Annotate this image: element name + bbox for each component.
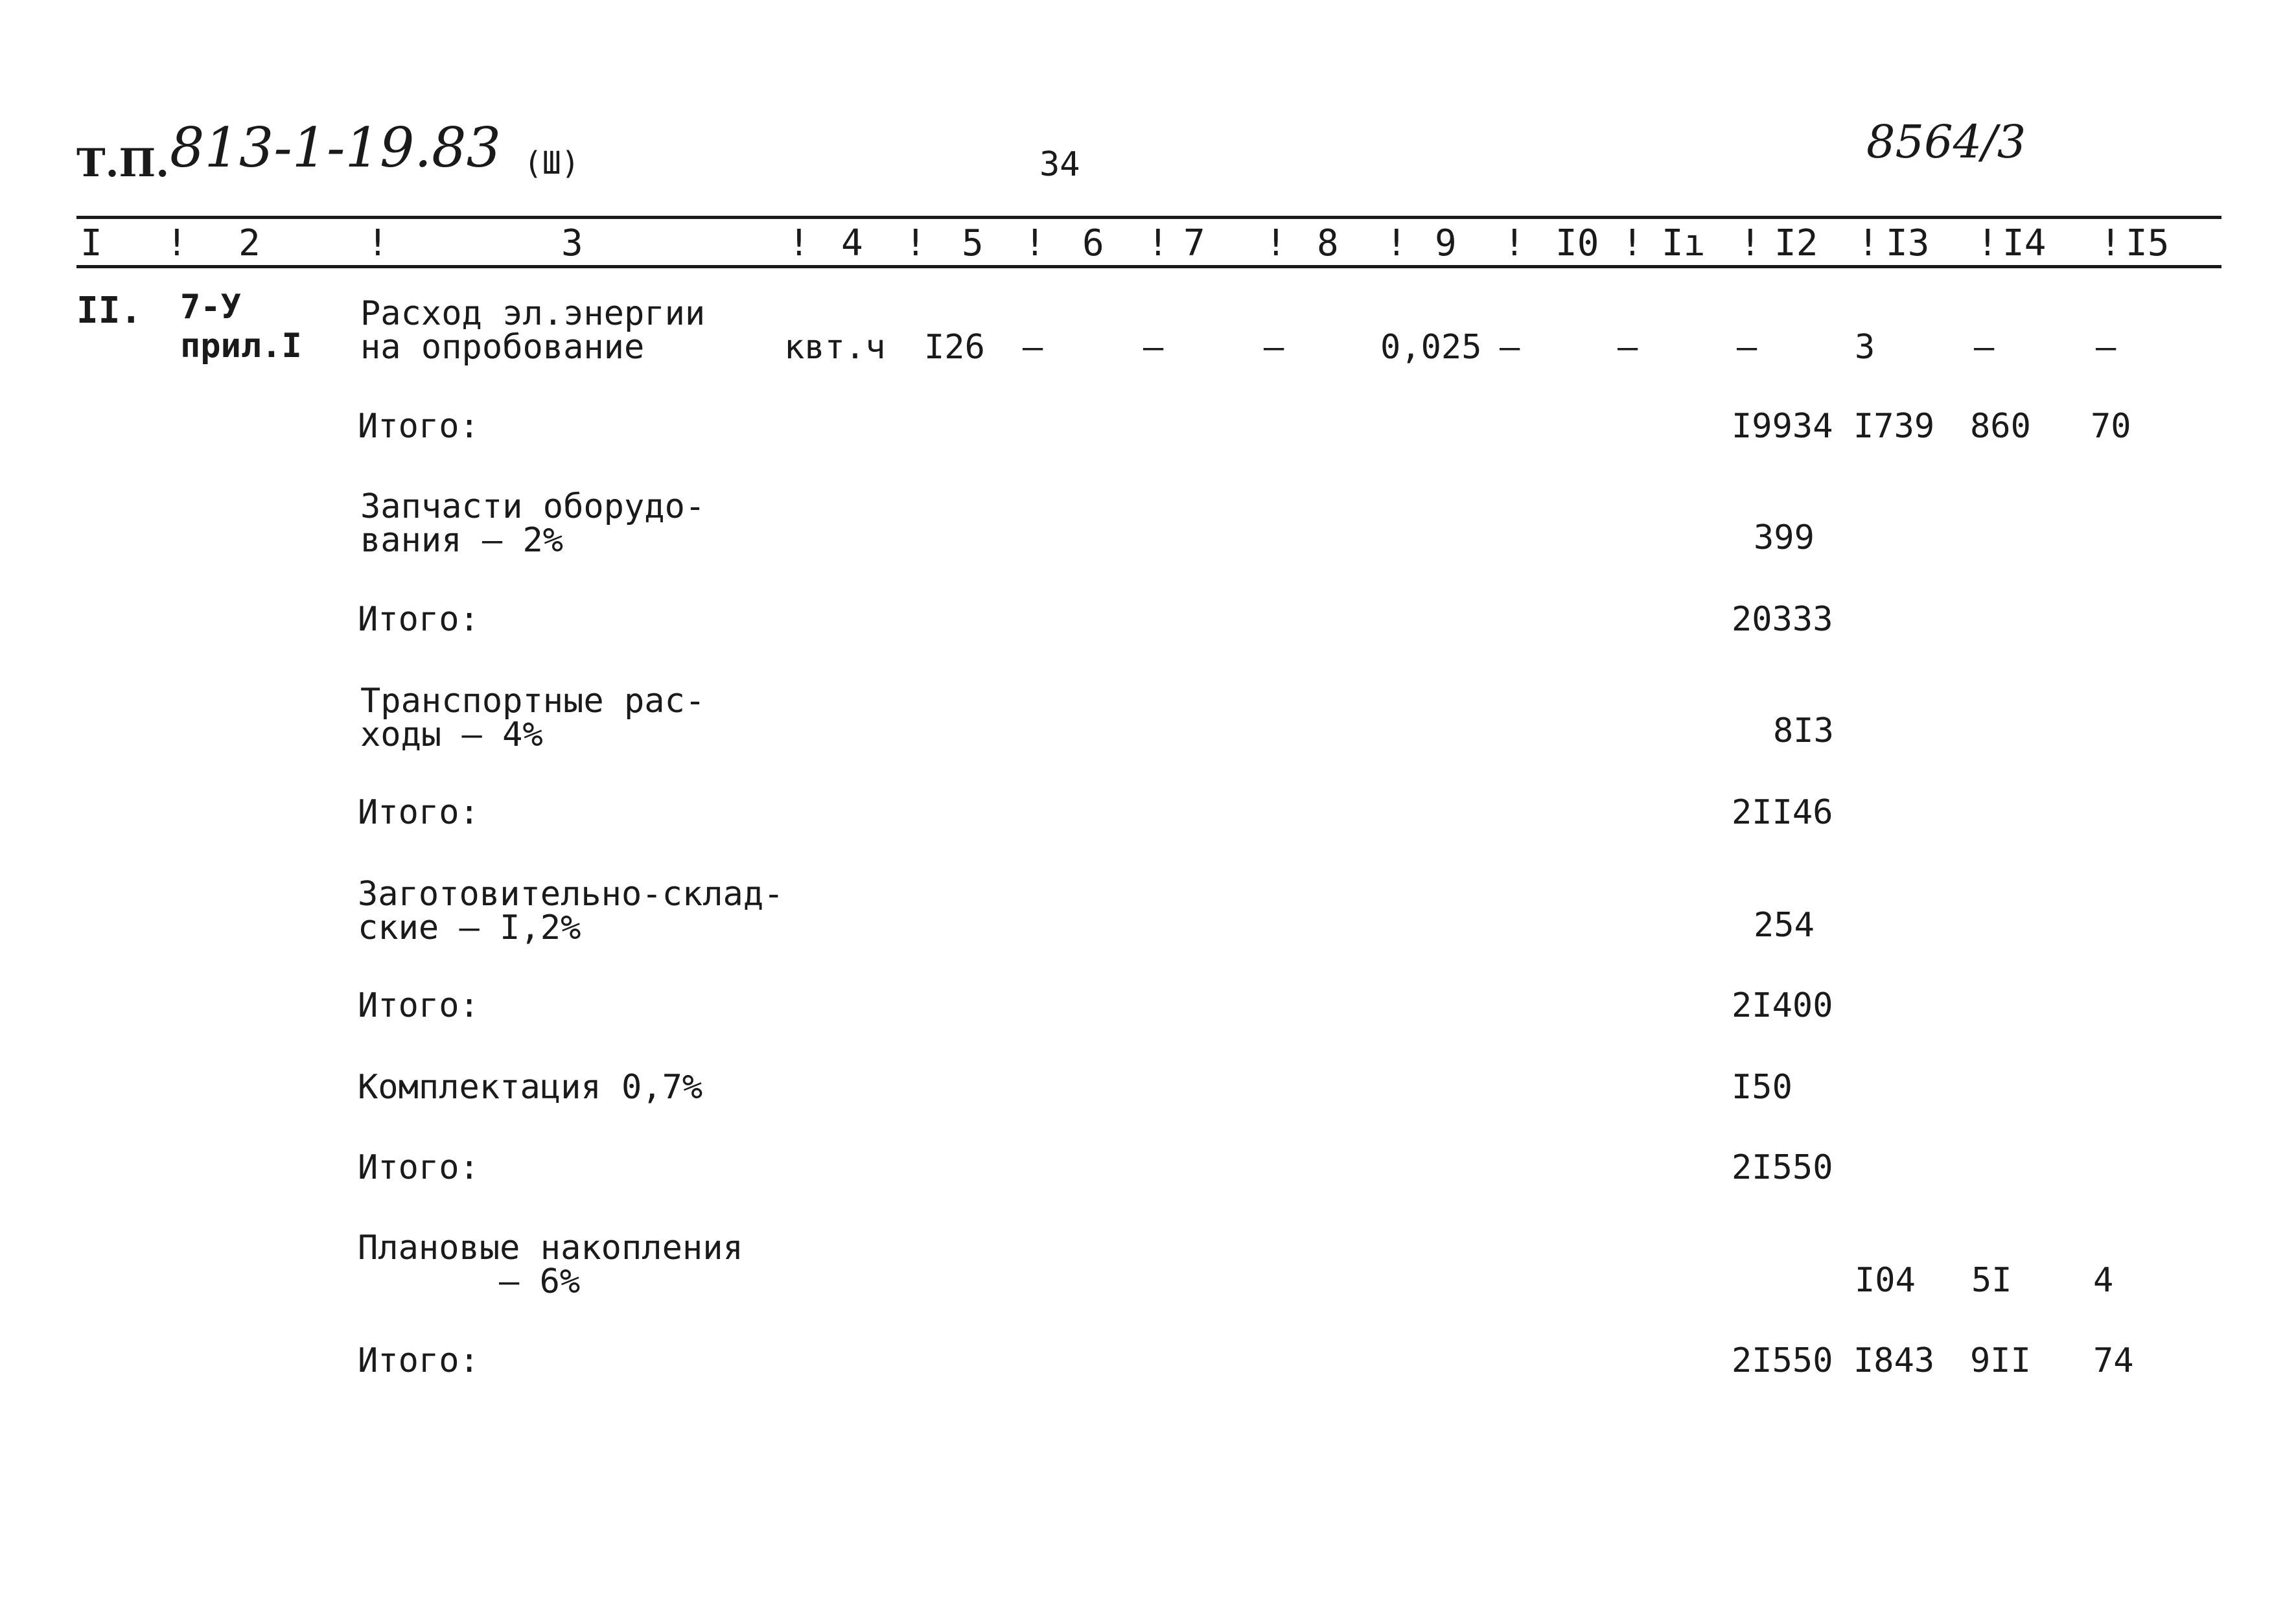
cell-col13: 3 <box>1855 328 1875 367</box>
cell-col14: 860 <box>1970 407 2031 446</box>
cell-col13: I843 <box>1853 1341 1935 1380</box>
table-top-rule <box>76 216 2221 219</box>
col-separator: ! <box>1857 222 1879 264</box>
cell-col13: I04 <box>1855 1261 1916 1300</box>
cell-col12: 2I550 <box>1732 1148 1833 1187</box>
col-separator: ! <box>788 222 810 264</box>
col-header: I4 <box>2002 222 2047 264</box>
cell-col10: – <box>1500 328 1520 367</box>
doc-number: 813-1-19.83 <box>170 116 502 179</box>
row-name: ские – I,2% <box>358 908 581 947</box>
cell-col15: 70 <box>2091 407 2131 446</box>
row-name: на опробование <box>360 328 645 367</box>
archive-code: 8564/3 <box>1866 115 2026 168</box>
row-name: вания – 2% <box>360 521 564 560</box>
cell-col12: – <box>1737 328 1757 367</box>
row-name: Запчасти оборудо- <box>360 487 706 526</box>
col-separator: ! <box>1739 222 1761 264</box>
col-separator: ! <box>2100 222 2122 264</box>
col-header: 6 <box>1082 222 1104 264</box>
row-name: Транспортные рас- <box>360 682 706 721</box>
row-name: Итого: <box>358 1148 480 1187</box>
row-name: Расход эл.энергии <box>360 294 706 333</box>
col-header: 7 <box>1183 222 1205 264</box>
col-separator: ! <box>1977 222 1999 264</box>
cell-col12: I50 <box>1732 1068 1792 1107</box>
cell-col12: I9934 <box>1732 407 1833 446</box>
cell-col14: 9II <box>1970 1341 2031 1380</box>
cell-col12: 2I400 <box>1732 986 1833 1025</box>
header-bottom-rule <box>76 265 2221 268</box>
row-code: прил.I <box>180 327 302 365</box>
cell-col12: 8I3 <box>1773 711 1834 750</box>
col-header: 5 <box>962 222 984 264</box>
volume-mark: (Ш) <box>524 145 580 181</box>
cell-col13: I739 <box>1853 407 1935 446</box>
col-header: I0 <box>1555 222 1599 264</box>
cell-col12: 254 <box>1754 906 1815 945</box>
cell-col12: 399 <box>1754 518 1815 557</box>
col-separator: ! <box>1265 222 1287 264</box>
row-name: Итого: <box>358 793 480 832</box>
row-unit: квт.ч <box>784 328 886 367</box>
col-separator: ! <box>905 222 927 264</box>
cell-col9: 0,025 <box>1380 328 1482 367</box>
cell-col12: 20333 <box>1732 600 1833 639</box>
page-number: 34 <box>1039 145 1080 184</box>
cell-col12: 2II46 <box>1732 793 1833 832</box>
cell-col14: – <box>1974 328 1995 367</box>
row-name: Итого: <box>358 600 480 639</box>
row-name: Заготовительно-склад- <box>358 875 784 914</box>
cell-col6: – <box>1023 328 1043 367</box>
col-separator: ! <box>1621 222 1643 264</box>
col-header: I3 <box>1886 222 1930 264</box>
row-name: Комплектация 0,7% <box>358 1068 703 1107</box>
col-header: 9 <box>1435 222 1457 264</box>
col-header: 3 <box>561 222 583 264</box>
row-name: – 6% <box>499 1262 581 1301</box>
cell-col15: 74 <box>2093 1341 2134 1380</box>
row-name: Итого: <box>358 1341 480 1380</box>
col-header: 4 <box>841 222 863 264</box>
col-header: 8 <box>1317 222 1339 264</box>
row-name: Итого: <box>358 407 480 446</box>
col-header: I5 <box>2126 222 2170 264</box>
doc-prefix: Т.П. <box>76 141 170 186</box>
col-separator: ! <box>367 222 389 264</box>
col-separator: ! <box>1386 222 1408 264</box>
cell-col5: I26 <box>924 328 985 367</box>
cell-col15: 4 <box>2093 1261 2114 1300</box>
row-name: Итого: <box>358 986 480 1025</box>
row-position: II. <box>76 290 143 332</box>
row-code: 7-У <box>180 288 241 327</box>
row-name: ходы – 4% <box>360 715 543 754</box>
col-separator: ! <box>166 222 188 264</box>
col-header: 2 <box>238 222 261 264</box>
col-separator: ! <box>1024 222 1046 264</box>
cell-col11: – <box>1618 328 1638 367</box>
cell-col14: 5I <box>1971 1261 2012 1300</box>
cell-col12: 2I550 <box>1732 1341 1833 1380</box>
cell-col7: – <box>1143 328 1164 367</box>
col-header: I2 <box>1774 222 1818 264</box>
cell-col8: – <box>1264 328 1284 367</box>
col-separator: ! <box>1147 222 1169 264</box>
col-header: Iı <box>1662 222 1706 264</box>
row-name: Плановые накопления <box>358 1229 743 1267</box>
col-separator: ! <box>1503 222 1525 264</box>
cell-col15: – <box>2096 328 2116 367</box>
col-header: I <box>80 222 102 264</box>
